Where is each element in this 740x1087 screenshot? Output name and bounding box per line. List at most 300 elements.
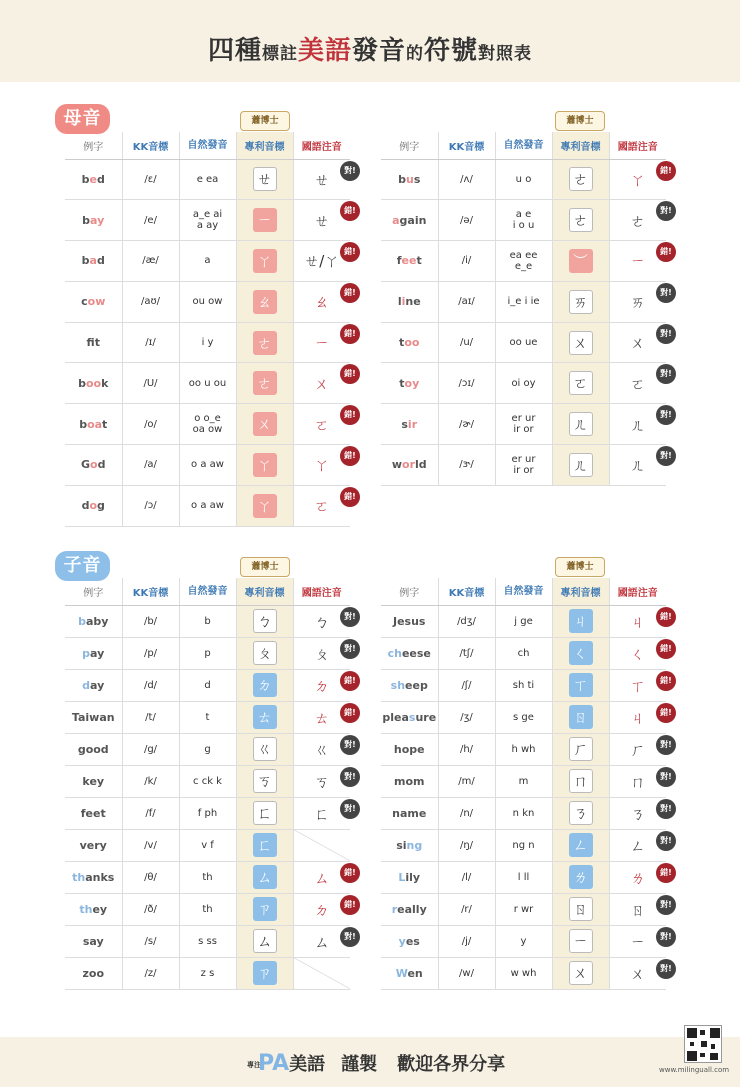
natural-cell [495, 733, 552, 765]
natural-cell [495, 861, 552, 893]
tag-vowel-right: 蕭博士 [555, 111, 605, 131]
table-row [381, 861, 666, 893]
natural-cell [495, 701, 552, 733]
highlight-letters: b [78, 614, 86, 628]
col-header: 專利音標 [552, 578, 609, 605]
patent-symbol: ㄞ [569, 290, 593, 314]
kk-symbol: /ɔ/ [122, 485, 179, 526]
zhuyin-cell [609, 605, 672, 637]
example-word: really [381, 893, 438, 925]
patent-symbol: ㄚ [253, 494, 277, 518]
kk-symbol: /z/ [122, 957, 179, 989]
verdict-badge: 錯! [656, 671, 676, 691]
kk-symbol: /ə/ [438, 200, 495, 241]
vowel-label: 母音 [55, 104, 110, 134]
patent-cell [236, 159, 293, 200]
patent-symbol: ㄜ [253, 371, 277, 395]
qr-code[interactable] [684, 1025, 722, 1063]
natural-cell [495, 159, 552, 200]
natural-spelling: f ph [197, 807, 218, 819]
zhuyin-symbol: ㄦ [630, 415, 646, 434]
patent-cell [552, 159, 609, 200]
patent-symbol: ㄦ [569, 453, 593, 477]
example-word: mom [381, 765, 438, 797]
natural-cell [495, 669, 552, 701]
brand-tiny: 專注 [247, 1061, 261, 1069]
natural-spelling: e ea [196, 173, 219, 185]
highlight-letters: d [82, 678, 91, 692]
patent-cell [552, 281, 609, 322]
verdict-badge: 錯! [656, 242, 676, 262]
col-header: 國語注音 [609, 578, 666, 605]
natural-spelling: er ur [511, 413, 536, 425]
brand-made: 謹製 [341, 1054, 378, 1075]
patent-cell [552, 445, 609, 486]
patent-cell [236, 281, 293, 322]
highlight-letters: y [398, 934, 406, 948]
zhuyin-cell [293, 637, 356, 669]
highlight-letters: a [89, 254, 97, 268]
patent-symbol: ㄆ [253, 641, 277, 665]
kk-symbol: /b/ [122, 605, 179, 637]
zhuyin-symbol: ㄝ [314, 170, 330, 189]
example-word: sing [381, 829, 438, 861]
example-word: world [381, 445, 438, 486]
table-row [381, 669, 666, 701]
zhuyin-symbol: ㄛ [630, 374, 646, 393]
highlight-letters: sh [390, 678, 406, 692]
zhuyin-symbol: ㄙ [314, 868, 330, 887]
zhuyin-cell [609, 637, 672, 669]
natural-cell [179, 701, 236, 733]
zhuyin-empty [293, 829, 350, 861]
natural-cell [179, 404, 236, 445]
table-row [65, 829, 350, 861]
table-row [65, 404, 350, 445]
col-header: 例字 [65, 132, 122, 159]
natural-spelling: o a aw [191, 500, 224, 512]
example-word: God [65, 445, 122, 486]
patent-symbol: ︶ [569, 249, 593, 273]
natural-spelling: a [204, 255, 211, 267]
natural-spelling: r wr [513, 903, 534, 915]
patent-cell [552, 925, 609, 957]
consonant-table-left [65, 578, 356, 990]
highlight-letters: th [72, 870, 86, 884]
tag-consonant-left: 蕭博士 [240, 557, 290, 577]
verdict-badge: 對! [340, 607, 360, 627]
table-row [65, 605, 350, 637]
col-header: 專利音標 [236, 132, 293, 159]
example-word: boat [65, 404, 122, 445]
kk-symbol: /ɚ/ [438, 404, 495, 445]
tag-vowel-left: 蕭博士 [240, 111, 290, 131]
patent-cell [552, 200, 609, 241]
col-header: KK音標 [122, 578, 179, 605]
patent-cell [236, 637, 293, 669]
example-word: hope [381, 733, 438, 765]
patent-cell [236, 765, 293, 797]
table-row [65, 200, 350, 241]
natural-cell [179, 957, 236, 989]
patent-symbol: ㄉ [253, 673, 277, 697]
patent-cell [552, 605, 609, 637]
highlight-letters: p [82, 646, 91, 660]
natural-cell [179, 669, 236, 701]
col-header: 國語注音 [609, 132, 666, 159]
table-row [381, 159, 666, 200]
table-row [65, 797, 350, 829]
patent-cell [236, 733, 293, 765]
zhuyin-symbol: ㄧ [314, 334, 330, 353]
example-word: they [65, 893, 122, 925]
zhuyin-cell [293, 241, 356, 282]
patent-cell [236, 363, 293, 404]
kk-symbol: /dʒ/ [438, 605, 495, 637]
patent-symbol: ㄅ [253, 609, 277, 633]
natural-spelling: ou ow [192, 296, 223, 308]
kk-symbol: /ð/ [122, 893, 179, 925]
table-row [65, 445, 350, 486]
kk-symbol: /aʊ/ [122, 281, 179, 322]
natural-cell [495, 829, 552, 861]
verdict-badge: 對! [340, 799, 360, 819]
table-row [65, 637, 350, 669]
patent-cell [236, 322, 293, 363]
kk-symbol: /n/ [438, 797, 495, 829]
zhuyin-symbol: ㄉ [314, 900, 330, 919]
table-row [65, 669, 350, 701]
col-header: 自然發音 [495, 132, 552, 159]
natural-cell [179, 925, 236, 957]
zhuyin-cell [609, 281, 672, 322]
zhuyin-cell [293, 765, 356, 797]
patent-cell [552, 765, 609, 797]
example-word: good [65, 733, 122, 765]
verdict-badge: 對! [340, 161, 360, 181]
zhuyin-symbol: ㄐ [630, 612, 646, 631]
patent-cell [552, 669, 609, 701]
natural-spelling: er ur [511, 453, 536, 465]
zhuyin-symbol: ㄦ [630, 456, 646, 475]
table-row [65, 281, 350, 322]
verdict-badge: 錯! [340, 242, 360, 262]
table-row [65, 957, 350, 989]
patent-symbol: ㄏ [569, 737, 593, 761]
zhuyin-cell [609, 669, 672, 701]
natural-spelling: s ge [513, 711, 534, 723]
highlight-letters: r [391, 902, 398, 916]
zhuyin-symbol: ㄖ [630, 900, 646, 919]
verdict-badge: 錯! [340, 446, 360, 466]
zhuyin-cell [293, 281, 356, 322]
kk-symbol: /ɔɪ/ [438, 363, 495, 404]
verdict-badge: 錯! [340, 863, 360, 883]
highlight-letters: ir [407, 417, 418, 431]
kk-symbol: /m/ [438, 765, 495, 797]
table-row [65, 363, 350, 404]
zhuyin-symbol: ㄞ [630, 293, 646, 312]
zhuyin-symbol: ㄉ [314, 676, 330, 695]
kk-symbol: /ʌ/ [438, 159, 495, 200]
natural-spelling: i y [201, 337, 214, 349]
zhuyin-symbol: ㄨ [314, 374, 330, 393]
patent-cell [552, 637, 609, 669]
zhuyin-cell [293, 797, 356, 829]
table-row [65, 322, 350, 363]
col-header: 自然發音 [179, 578, 236, 605]
patent-symbol: ㄚ [253, 249, 277, 273]
patent-cell [236, 861, 293, 893]
patent-cell [552, 241, 609, 282]
patent-symbol: ㄝ [253, 167, 277, 191]
natural-spelling: th [202, 871, 213, 883]
zhuyin-symbol: ㄚ [314, 456, 330, 475]
col-header: KK音標 [122, 132, 179, 159]
patent-symbol: ㄜ [253, 331, 277, 355]
col-header: 例字 [65, 578, 122, 605]
patent-cell [236, 241, 293, 282]
natural-spelling: ir or [513, 464, 534, 476]
table-row [65, 159, 350, 200]
table-row [381, 733, 666, 765]
kk-symbol: /æ/ [122, 241, 179, 282]
patent-symbol: ㄒ [569, 673, 593, 697]
zhuyin-cell [609, 733, 672, 765]
table-row [381, 765, 666, 797]
zhuyin-cell [609, 797, 672, 829]
website-url[interactable]: www.milinguall.com [659, 1066, 730, 1074]
patent-symbol: ㄗ [253, 897, 277, 921]
patent-symbol: ㄖ [569, 705, 593, 729]
zhuyin-cell [609, 159, 672, 200]
verdict-badge: 錯! [656, 639, 676, 659]
natural-cell [179, 485, 236, 526]
example-word: Jesus [381, 605, 438, 637]
patent-symbol: ㄜ [569, 208, 593, 232]
natural-spelling: o a aw [191, 459, 224, 471]
patent-symbol: ㄧ [569, 929, 593, 953]
kk-symbol: /aɪ/ [438, 281, 495, 322]
example-word: very [65, 829, 122, 861]
natural-cell [179, 159, 236, 200]
patent-cell [236, 605, 293, 637]
example-word: line [381, 281, 438, 322]
patent-symbol: ㄖ [569, 897, 593, 921]
natural-spelling: sh ti [512, 679, 535, 691]
patent-cell [236, 669, 293, 701]
patent-cell [236, 829, 293, 861]
highlight-letters: o [89, 499, 98, 513]
natural-spelling: a e [515, 209, 532, 221]
natural-cell [179, 765, 236, 797]
verdict-badge: 對! [656, 446, 676, 466]
zhuyin-cell [293, 445, 356, 486]
natural-spelling: ir or [513, 424, 534, 436]
verdict-badge: 錯! [340, 487, 360, 507]
patent-cell [236, 485, 293, 526]
patent-symbol: ㄧ [253, 208, 277, 232]
example-word: again [381, 200, 438, 241]
table-row [381, 404, 666, 445]
zhuyin-cell [609, 925, 672, 957]
zhuyin-symbol: ㄈ [314, 804, 330, 823]
verdict-badge: 對! [340, 639, 360, 659]
kk-symbol: /ɪ/ [122, 322, 179, 363]
patent-symbol: ㄜ [569, 167, 593, 191]
natural-spelling: v f [201, 839, 214, 851]
natural-spelling: s ss [198, 935, 217, 947]
zhuyin-cell [293, 669, 356, 701]
kk-symbol: /θ/ [122, 861, 179, 893]
natural-spelling: d [204, 679, 211, 691]
example-word: pay [65, 637, 122, 669]
natural-spelling: ng n [512, 839, 535, 851]
natural-spelling: p [204, 647, 211, 659]
zhuyin-cell [609, 957, 672, 989]
example-word: say [65, 925, 122, 957]
table-row [381, 957, 666, 989]
highlight-letters: th [79, 902, 93, 916]
patent-cell [236, 893, 293, 925]
col-header: 自然發音 [179, 132, 236, 159]
kk-symbol: /ʃ/ [438, 669, 495, 701]
natural-cell [179, 637, 236, 669]
natural-cell [495, 281, 552, 322]
tag-consonant-right: 蕭博士 [555, 557, 605, 577]
zhuyin-cell [609, 861, 672, 893]
table-row [65, 925, 350, 957]
verdict-badge: 對! [656, 767, 676, 787]
verdict-badge: 錯! [340, 671, 360, 691]
table-row [65, 765, 350, 797]
patent-symbol: ㄨ [569, 961, 593, 985]
kk-symbol: /h/ [438, 733, 495, 765]
example-word: thanks [65, 861, 122, 893]
example-word: feet [381, 241, 438, 282]
natural-cell [179, 733, 236, 765]
example-word: zoo [65, 957, 122, 989]
zhuyin-cell [609, 404, 672, 445]
patent-cell [552, 829, 609, 861]
kk-symbol: /t/ [122, 701, 179, 733]
natural-spelling: y [520, 935, 527, 947]
natural-cell [495, 445, 552, 486]
table-row [381, 893, 666, 925]
natural-cell [179, 829, 236, 861]
zhuyin-cell [609, 322, 672, 363]
patent-cell [552, 701, 609, 733]
zhuyin-cell [609, 893, 672, 925]
highlight-letters: ow [87, 295, 106, 309]
natural-cell [179, 322, 236, 363]
share-text: 歡迎各界分享 [397, 1054, 506, 1075]
verdict-badge: 對! [656, 799, 676, 819]
patent-cell [552, 733, 609, 765]
verdict-badge: 錯! [340, 405, 360, 425]
patent-symbol: ㄨ [253, 412, 277, 436]
verdict-badge: 錯! [656, 863, 676, 883]
kk-symbol: /f/ [122, 797, 179, 829]
zhuyin-symbol: ㄨ [630, 964, 646, 983]
kk-symbol: /e/ [122, 200, 179, 241]
example-word: feet [65, 797, 122, 829]
zhuyin-empty [293, 957, 350, 989]
highlight-letters: oy [404, 376, 420, 390]
highlight-letters: L [398, 870, 406, 884]
patent-cell [552, 322, 609, 363]
natural-cell [495, 241, 552, 282]
zhuyin-symbol: ㄏ [630, 740, 646, 759]
zhuyin-symbol: ㄇ [630, 772, 646, 791]
verdict-badge: 對! [656, 201, 676, 221]
example-word: bed [65, 159, 122, 200]
example-word: book [65, 363, 122, 404]
verdict-badge: 對! [656, 927, 676, 947]
highlight-letters: a [392, 213, 400, 227]
kk-symbol: /p/ [122, 637, 179, 669]
kk-symbol: /a/ [122, 445, 179, 486]
patent-symbol: ㄊ [253, 705, 277, 729]
kk-symbol: /ɝ/ [438, 445, 495, 486]
zhuyin-cell [609, 200, 672, 241]
zhuyin-symbol: ㄍ [314, 740, 330, 759]
zhuyin-symbol: ㄒ [630, 676, 646, 695]
example-word: sheep [381, 669, 438, 701]
zhuyin-cell [609, 701, 672, 733]
patent-symbol: ㄈ [253, 801, 277, 825]
natural-cell [179, 605, 236, 637]
table-row [381, 605, 666, 637]
patent-symbol: ㄎ [253, 769, 277, 793]
table-row [381, 637, 666, 669]
patent-cell [236, 404, 293, 445]
highlight-letters: e [89, 172, 97, 186]
verdict-badge: 錯! [340, 703, 360, 723]
highlight-letters: or [402, 458, 415, 472]
zhuyin-cell [293, 925, 356, 957]
patent-symbol: ㄛ [569, 371, 593, 395]
natural-cell [495, 925, 552, 957]
patent-symbol: ㄌ [569, 865, 593, 889]
brand-line [247, 1050, 505, 1076]
zhuyin-cell [609, 363, 672, 404]
natural-cell [495, 322, 552, 363]
zhuyin-cell [609, 445, 672, 486]
table-row [65, 733, 350, 765]
zhuyin-symbol: ㄝ/ㄚ [304, 252, 340, 271]
zhuyin-symbol: ㄧ [630, 252, 646, 271]
patent-cell [552, 861, 609, 893]
natural-spelling: oo u ou [188, 377, 227, 389]
table-row [65, 485, 350, 526]
vowel-table-left [65, 132, 356, 527]
example-word: bay [65, 200, 122, 241]
brand-logo: PA [258, 1051, 290, 1076]
kk-symbol: /d/ [122, 669, 179, 701]
natural-spelling: c ck k [193, 775, 222, 787]
zhuyin-cell [293, 404, 356, 445]
verdict-badge: 對! [340, 735, 360, 755]
table-row [381, 925, 666, 957]
verdict-badge: 錯! [656, 703, 676, 723]
verdict-badge: 錯! [340, 364, 360, 384]
kk-symbol: /s/ [122, 925, 179, 957]
natural-spelling: h wh [511, 743, 536, 755]
kk-symbol: /tʃ/ [438, 637, 495, 669]
page-title: 四種標註美語發音的符號對照表 [207, 36, 533, 66]
natural-cell [495, 404, 552, 445]
